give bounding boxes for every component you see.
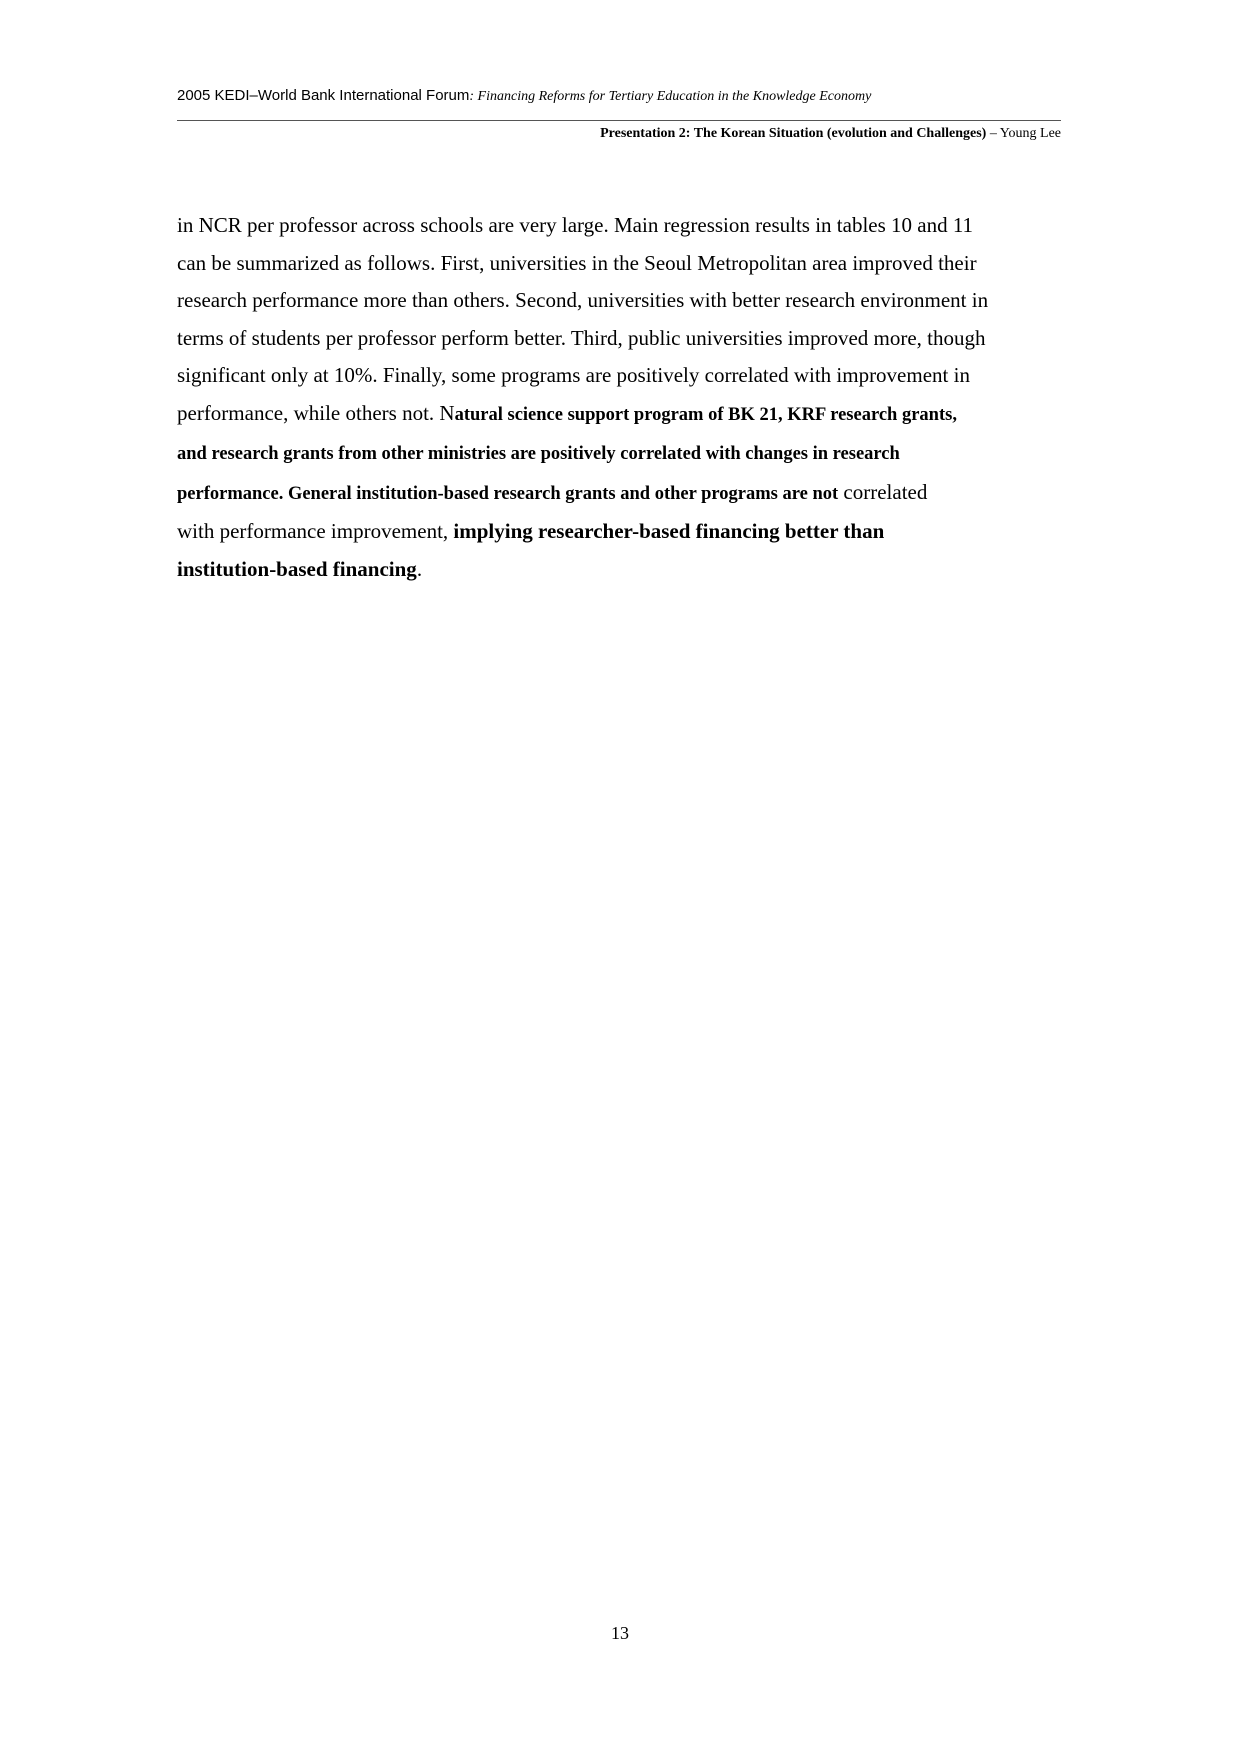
bold-text-run: and research grants from other ministries are positively correlated with changes in research: [177, 444, 900, 464]
bold-text-run: atural science support program of BK 21, KRF research grants,: [454, 404, 957, 425]
forum-title: 2005 KEDI–World Bank International Forum: [177, 87, 470, 104]
text-run: in NCR per professor across schools are very large. Main regression results in tables 10 and 11: [177, 213, 974, 237]
presentation-title: Presentation 2: The Korean Situation (evolution and Challenges): [600, 126, 987, 141]
running-header: [177, 86, 1061, 107]
bold-text-run: performance. General institution-based research grants and other programs are not: [177, 483, 839, 504]
paragraph-line: [177, 207, 1067, 245]
text-run: performance, while others not. N: [177, 400, 455, 425]
header-divider: [177, 120, 1061, 121]
text-run: significant only at 10%. Finally, some programs are positively correlated with improvement in: [177, 363, 970, 387]
paragraph-line: [177, 395, 1067, 435]
paragraph-line: [177, 434, 1067, 474]
text-run: research performance more than others. Second, universities with better research environment in: [177, 288, 989, 312]
text-run: .: [416, 556, 423, 581]
bold-text-run: institution-based financing: [177, 556, 417, 581]
paragraph-line: [177, 474, 1067, 514]
presenter-name: – Young Lee: [986, 126, 1061, 141]
body-paragraph: [177, 207, 1067, 588]
paragraph-line: [177, 513, 1067, 551]
text-run: correlated: [838, 479, 928, 504]
bold-text-run: implying researcher-based financing better than: [453, 519, 885, 543]
page-number: 13: [611, 1623, 629, 1643]
paragraph-line: [177, 245, 1067, 283]
paragraph-line: [177, 357, 1067, 395]
text-run: can be summarized as follows. First, universities in the Seoul Metropolitan area improved their: [177, 250, 977, 275]
paragraph-line: [177, 320, 1067, 358]
forum-subtitle: : Financing Reforms for Tertiary Education in the Knowledge Economy: [469, 89, 872, 104]
paragraph-line: [177, 551, 1067, 589]
text-run: with performance improvement,: [177, 519, 454, 543]
text-run: terms of students per professor perform better. Third, public universities improved more, though: [177, 325, 986, 350]
paragraph-line: [177, 282, 1067, 320]
presentation-line: [177, 124, 1061, 144]
